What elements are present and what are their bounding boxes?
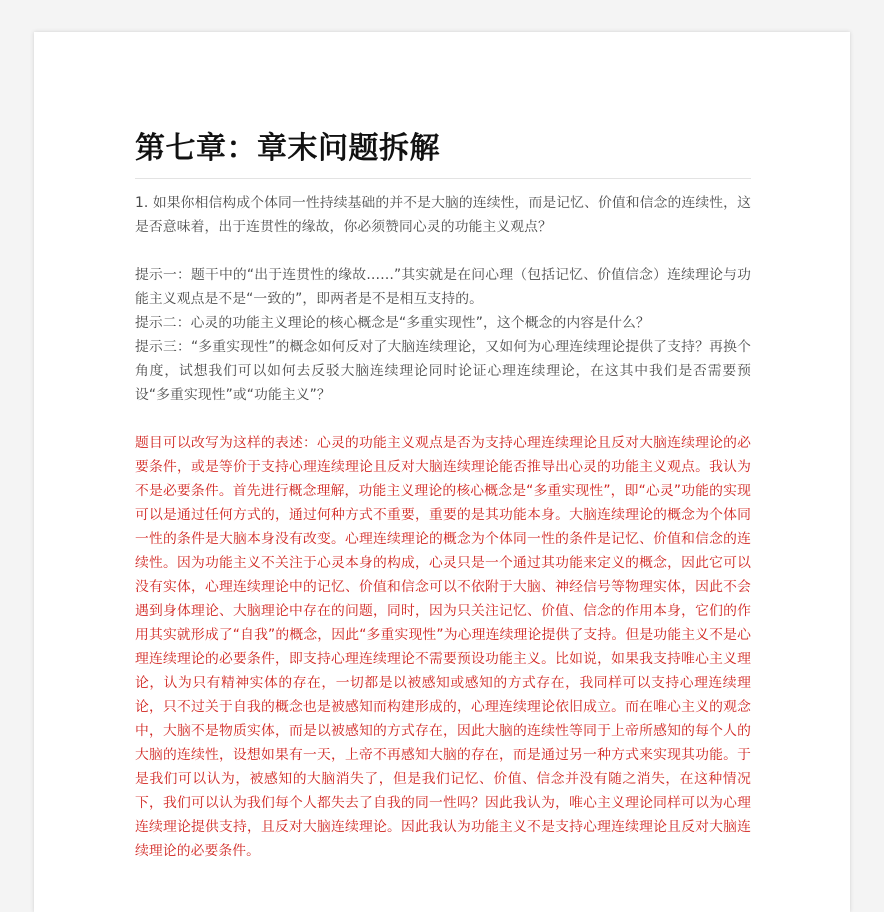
chapter-title: 第七章：章末问题拆解 — [135, 131, 440, 166]
hint-two: 提示二：心灵的功能主义理论的核心概念是“多重实现性”，这个概念的内容是什么？ — [135, 315, 650, 331]
hint-one: 提示一：题干中的“出于连贯性的缘故……”其实就是在问心理（包括记忆、价值信念）连续理论与功能主义观点是不是“一致的”，即两者是不是相互支持的。 — [135, 267, 751, 307]
answer-paragraph: 题目可以改写为这样的表述：心灵的功能主义观点是否为支持心理连续理论且反对大脑连续理论的必要条件，或是等价于支持心理连续理论且反对大脑连续理论能否推导出心灵的功能主义观点。我认为不是必要条件。首先进行概念理解，功能主义理论的核心概念是“多重实现性”，即“心灵”功能的实现可以是通过任何方式的，通过何种方式不重要，重要的是其功能本身。大脑连续理论的概念为个体同一性的条件是大脑本身没有改变。心理连续理论的概念为个体同一性的条件是记忆、价值和信念的连续性。因为功能主义不关注于心灵本身的构成，心灵只是一个通过其功能来定义的概念，因此它可以没有实体，心理连续理论中的记忆、价值和信念可以不依附于大脑、神经信号等物理实体，因此不会遇到身体理论、大脑理论中存在的问题，同时，因为只关注记忆、价值、信念的作用本身，它们的作用其实就形成了“自我”的概念，因此“多重实现性”为心理连续理论提供了支持。但是功能主义不是心理连续理论的必要条件，即支持心理连续理论不需要预设功能主义。比如说，如果我支持唯心主义理论，认为只有精神实体的存在，一切都是以被感知或感知的方式存在，我同样可以支持心理连续理论，只不过关于自我的概念也是被感知而构建形成的，心理连续理论依旧成立。而在唯心主义的观念中，大脑不是物质实体，而是以被感知的方式存在，因此大脑的连续性等同于上帝所感知的每个人的大脑的连续性，设想如果有一天，上帝不再感知大脑的存在，而是通过另一种方式来实现其功能。于是我们可以认为，被感知的大脑消失了，但是我们记忆、价值、信念并没有随之消失，在这种情况下，我们可以认为我们每个人都失去了自我的同一性吗？因此我认为，唯心主义理论同样可以为心理连续理论提供支持，且反对大脑连续理论。因此我认为功能主义不是支持心理连续理论且反对大脑连续理论的必要条件。 — [135, 435, 751, 859]
spacer — [135, 407, 751, 431]
spacer — [135, 239, 751, 263]
hint-three: 提示三：“多重实现性”的概念如何反对了大脑连续理论，又如何为心理连续理论提供了支持？再换个角度，试想我们可以如何去反驳大脑连续理论同时论证心理连续理论，在这其中我们是否需要预设“多重实现性”或“功能主义”？ — [135, 339, 751, 403]
document-page — [34, 32, 850, 912]
document-content — [135, 128, 751, 863]
question-paragraph: 1. 如果你相信构成个体同一性持续基础的并不是大脑的连续性，而是记忆、价值和信念的连续性，这是否意味着，出于连贯性的缘故，你必须赞同心灵的功能主义观点？ — [135, 195, 751, 235]
title-divider — [135, 178, 751, 179]
